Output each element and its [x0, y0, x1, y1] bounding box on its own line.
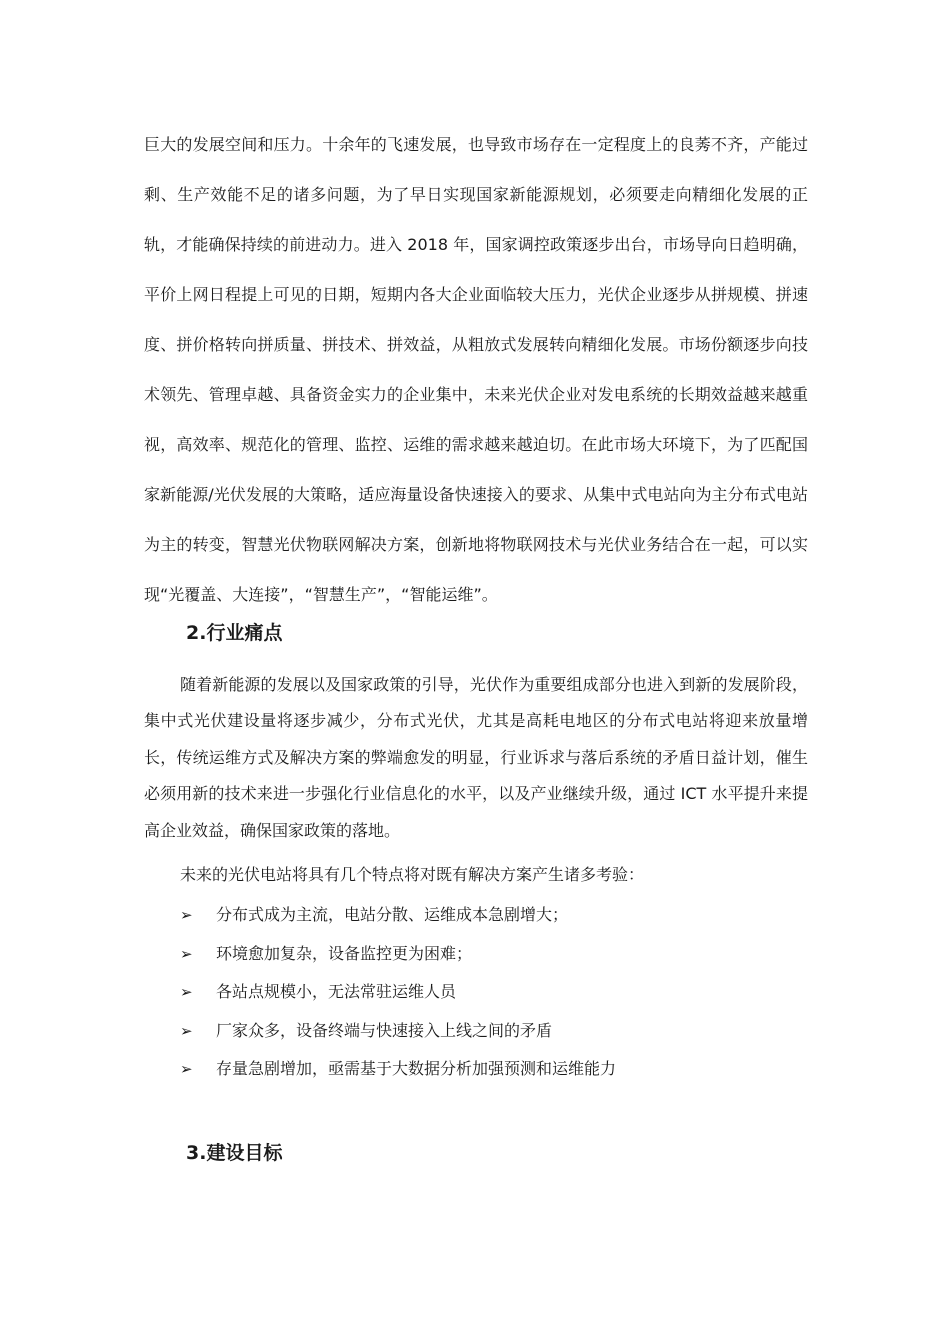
- list-item-text: 各站点规模小，无法常驻运维人员: [216, 982, 457, 1002]
- list-item: [180, 942, 616, 981]
- arrow-bullet-icon: ➢: [180, 1060, 193, 1079]
- arrow-bullet-icon: ➢: [180, 944, 193, 963]
- list-item-text: 分布式成为主流，电站分散、运维成本急剧增大；: [216, 905, 569, 924]
- bullet-list: [180, 903, 616, 1096]
- arrow-bullet-icon: ➢: [180, 906, 193, 924]
- body-paragraph: 未来的光伏电站将具有几个特点将对既有解决方案产生诸多考验：: [180, 865, 645, 884]
- arrow-bullet-icon: ➢: [180, 983, 193, 1002]
- section-heading-industry-pain-points: 2.行业痛点: [186, 622, 283, 644]
- list-item-text: 存量急剧增加，亟需基于大数据分析加强预测和运维能力: [216, 1059, 617, 1079]
- list-item: [180, 903, 616, 942]
- section-heading-construction-goals: 3.建设目标: [186, 1142, 283, 1164]
- list-item: [180, 1019, 616, 1058]
- list-item: [180, 980, 616, 1019]
- arrow-bullet-icon: ➢: [180, 1021, 193, 1040]
- body-paragraph: 随着新能源的发展以及国家政策的引导，光伏作为重要组成部分也进入到新的发展阶段，集中式光伏建设量将逐步减少，分布式光伏，尤其是高耗电地区的分布式电站将迎来放量增长，传统运维方式及解决方案的弊端愈发的明显，行业诉求与落后系统的矛盾日益计划，催生必须用新的技术来进一步强化行业信息化的水平，以及产业继续升级，通过 ICT 水平提升来提高企业效益，确保国家政策的落地。: [144, 675, 808, 840]
- body-paragraph: 巨大的发展空间和压力。十余年的飞速发展，也导致市场存在一定程度上的良莠不齐，产能过剩、生产效能不足的诸多问题，为了早日实现国家新能源规划，必须要走向精细化发展的正轨，才能确保持续的前进动力。进入 2018 年，国家调控政策逐步出台，市场导向日趋明确，平价上网日程提上可见的日期，短期内各大企业面临较大压力，光伏企业逐步从拼规模、拼速度、拼价格转向拼质量、拼技术、拼效益，从粗放式发展转向精细化发展。市场份额逐步向技术领先、管理卓越、具备资金实力的企业集中，未来光伏企业对发电系统的长期效益越来越重视，高效率、规范化的管理、监控、运维的需求越来越迫切。在此市场大环境下，为了匹配国家新能源/光伏发展的大策略，适应海量设备快速接入的要求、从集中式电站向为主分布式电站为主的转变，智慧光伏物联网解决方案，创新地将物联网技术与光伏业务结合在一起，可以实现“光覆盖、大连接”，“智慧生产”，“智能运维”。: [144, 135, 808, 604]
- list-item-text: 环境愈加复杂，设备监控更为困难；: [216, 943, 473, 963]
- list-item: [180, 1057, 616, 1096]
- list-item-text: 厂家众多，设备终端与快速接入上线之间的矛盾: [216, 1020, 553, 1040]
